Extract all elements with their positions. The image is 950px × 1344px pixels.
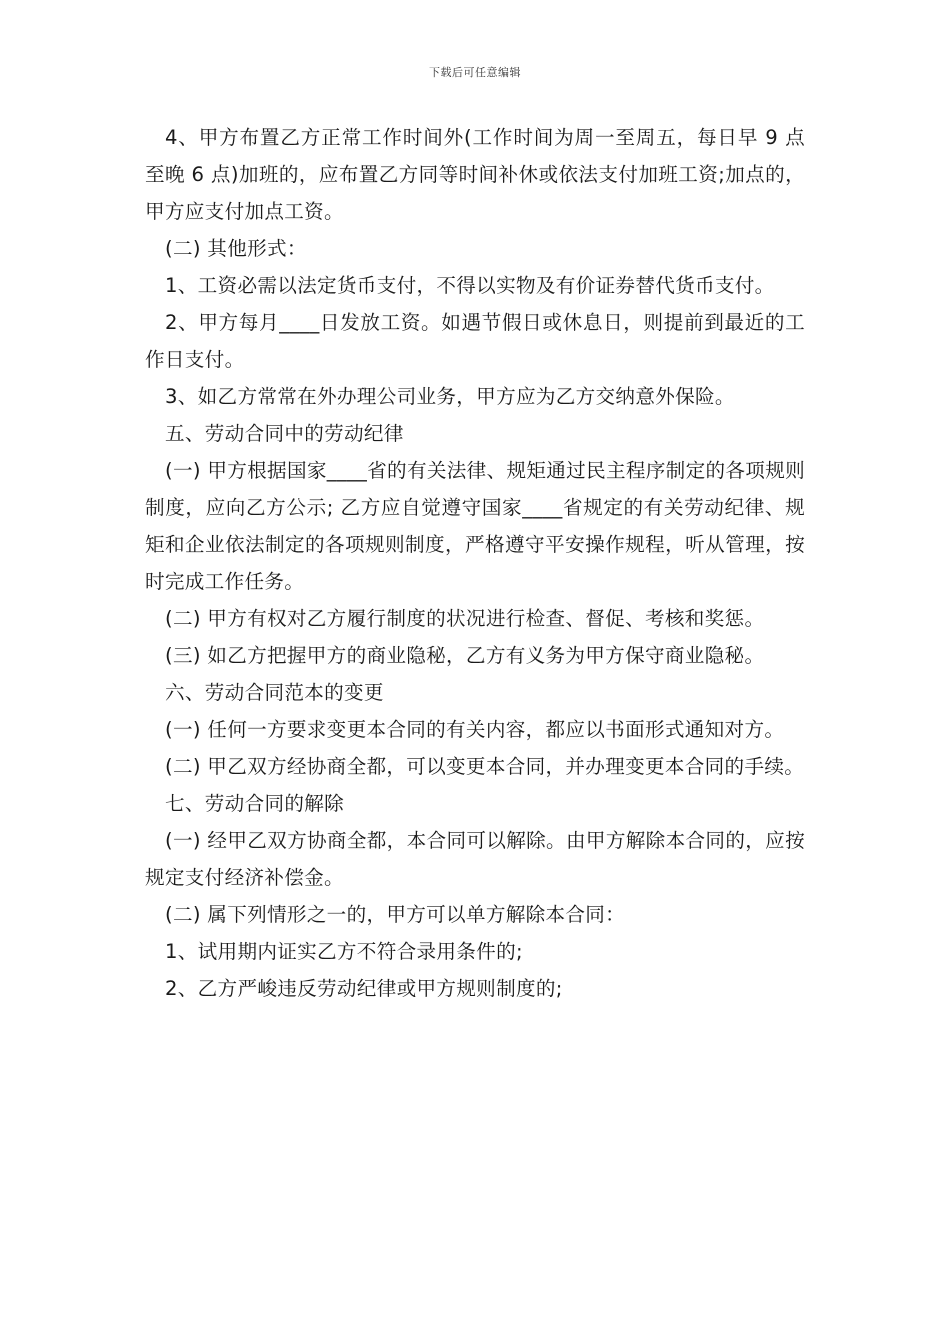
- paragraph-inspection: (二) 甲方有权对乙方履行制度的状况进行检查、督促、考核和奖惩。: [165, 607, 765, 630]
- page-header: 下载后可任意编辑: [429, 66, 521, 79]
- paragraph-payday: 2、甲方每月____日发放工资。如遇节假日或休息日，则提前到最近的工作日支付。: [145, 311, 805, 371]
- paragraph-insurance: 3、如乙方常常在外办理公司业务，甲方应为乙方交纳意外保险。: [165, 385, 735, 408]
- paragraph-confidentiality: (三) 如乙方把握甲方的商业隐秘，乙方有义务为甲方保守商业隐秘。: [165, 644, 765, 667]
- subheading-other-forms: (二) 其他形式：: [165, 237, 307, 260]
- document-body: [145, 119, 805, 1007]
- section-heading-discipline: 五、劳动合同中的劳动纪律: [165, 422, 404, 445]
- paragraph-unilateral: (二) 属下列情形之一的，甲方可以单方解除本合同：: [165, 903, 626, 926]
- list-item-probation: 1、试用期内证实乙方不符合录用条件的;: [165, 940, 523, 963]
- paragraph-mutual-change: (二) 甲乙双方经协商全都，可以变更本合同，并办理变更本合同的手续。: [165, 755, 805, 778]
- section-heading-modification: 六、劳动合同范本的变更: [165, 681, 384, 704]
- paragraph-currency: 1、工资必需以法定货币支付，不得以实物及有价证券替代货币支付。: [165, 274, 775, 297]
- list-item-violation: 2、乙方严峻违反劳动纪律或甲方规则制度的;: [165, 977, 563, 1000]
- paragraph-mutual-termination: (一) 经甲乙双方协商全都，本合同可以解除。由甲方解除本合同的，应按规定支付经济补偿金。: [145, 829, 805, 889]
- paragraph-rules: (一) 甲方根据国家____省的有关法律、规矩通过民主程序制定的各项规则制度，应向乙方公示; 乙方应自觉遵守国家____省规定的有关劳动纪律、规矩和企业依法制定的各项规则制度，严格遵守平安操作规程，听从管理，按时完成工作任务。: [145, 459, 805, 593]
- paragraph-overtime: 4、甲方布置乙方正常工作时间外(工作时间为周一至周五，每日早 9 点至晚 6 点)加班的，应布置乙方同等时间补休或依法支付加班工资;加点的，甲方应支付加点工资。: [145, 126, 805, 223]
- paragraph-written-notice: (一) 任何一方要求变更本合同的有关内容，都应以书面形式通知对方。: [165, 718, 785, 741]
- section-heading-termination: 七、劳动合同的解除: [165, 792, 345, 815]
